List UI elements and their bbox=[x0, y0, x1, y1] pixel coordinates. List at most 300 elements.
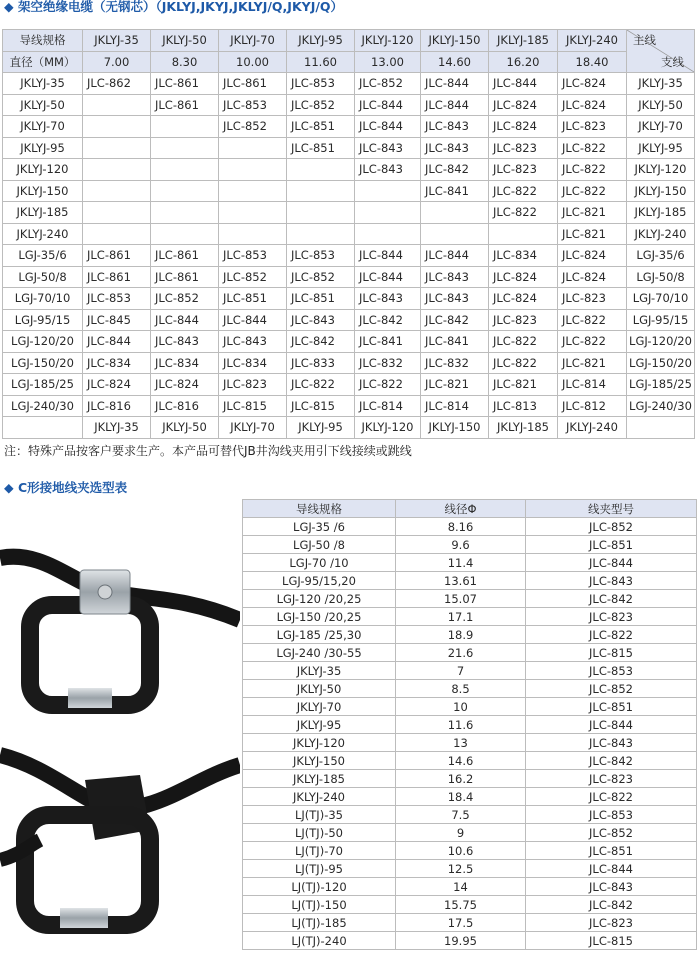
conductor-spec-cell: LGJ-70 /10 bbox=[243, 554, 396, 572]
footer-column-label: JKLYJ-240 bbox=[558, 417, 627, 439]
clamp-model-cell: JLC-841 bbox=[421, 180, 489, 202]
wire-diameter-cell: 14.6 bbox=[396, 752, 526, 770]
clamp-model-cell bbox=[151, 137, 219, 159]
row-label-left: LGJ-185/25 bbox=[3, 374, 83, 396]
clamp-model-cell: JLC-843 bbox=[421, 137, 489, 159]
clamp-model-cell: JLC-842 bbox=[526, 590, 697, 608]
wire-diameter-cell: 9.6 bbox=[396, 536, 526, 554]
table-row bbox=[3, 352, 695, 374]
clamp-model-cell: JLC-822 bbox=[489, 202, 558, 224]
clamp-model-cell: JLC-844 bbox=[421, 94, 489, 116]
clamp-model-cell: JLC-843 bbox=[287, 309, 355, 331]
conductor-spec-cell: LGJ-120 /20,25 bbox=[243, 590, 396, 608]
wire-diameter-cell: 21.6 bbox=[396, 644, 526, 662]
wire-diameter-cell: 14 bbox=[396, 878, 526, 896]
table-row bbox=[3, 395, 695, 417]
clamp-model-cell: JLC-862 bbox=[83, 73, 151, 95]
clamp-model-cell bbox=[219, 137, 287, 159]
clamp-model-cell: JLC-814 bbox=[421, 395, 489, 417]
clamp-model-cell: JLC-823 bbox=[526, 914, 697, 932]
clamp-model-cell: JLC-815 bbox=[526, 644, 697, 662]
table-row bbox=[243, 698, 697, 716]
conductor-spec-cell: JKLYJ-50 bbox=[243, 680, 396, 698]
clamp-model-cell: JLC-815 bbox=[287, 395, 355, 417]
clamp-model-cell: JLC-844 bbox=[151, 309, 219, 331]
clamp-model-cell: JLC-815 bbox=[219, 395, 287, 417]
clamp-model-cell: JLC-824 bbox=[558, 94, 627, 116]
clamp-model-cell: JLC-853 bbox=[219, 245, 287, 267]
clamp-model-cell: JLC-823 bbox=[526, 770, 697, 788]
diameter-value: 11.60 bbox=[287, 51, 355, 73]
footer-blank bbox=[3, 417, 83, 439]
row-label-right: LGJ-70/10 bbox=[627, 288, 695, 310]
clamp-model-cell: JLC-852 bbox=[219, 266, 287, 288]
clamp-model-cell: JLC-852 bbox=[151, 288, 219, 310]
column-header: JKLYJ-70 bbox=[219, 30, 287, 52]
conductor-spec-cell: JKLYJ-95 bbox=[243, 716, 396, 734]
table-row bbox=[243, 608, 697, 626]
clamp-model-cell: JLC-823 bbox=[558, 288, 627, 310]
corner-label-spec: 导线规格 bbox=[3, 30, 83, 52]
row-label-right: LGJ-120/20 bbox=[627, 331, 695, 353]
wire-diameter-cell: 12.5 bbox=[396, 860, 526, 878]
clamp-model-cell: JLC-853 bbox=[219, 94, 287, 116]
clamp-model-cell: JLC-844 bbox=[526, 716, 697, 734]
wire-diameter-cell: 18.9 bbox=[396, 626, 526, 644]
row-label-left: JKLYJ-70 bbox=[3, 116, 83, 138]
row-label-right: LGJ-95/15 bbox=[627, 309, 695, 331]
table-row bbox=[3, 73, 695, 95]
clamp-model-cell: JLC-853 bbox=[526, 662, 697, 680]
clamp-model-cell bbox=[287, 223, 355, 245]
c-clamp-selection-table bbox=[242, 499, 697, 950]
table-row bbox=[3, 116, 695, 138]
row-label-left: JKLYJ-185 bbox=[3, 202, 83, 224]
table-row bbox=[3, 245, 695, 267]
clamp-model-cell: JLC-852 bbox=[355, 73, 421, 95]
clamp-model-cell bbox=[83, 202, 151, 224]
conductor-spec-cell: LJ(TJ)-240 bbox=[243, 932, 396, 950]
clamp-model-cell: JLC-822 bbox=[526, 788, 697, 806]
table-row bbox=[3, 180, 695, 202]
row-label-right: LGJ-240/30 bbox=[627, 395, 695, 417]
clamp-model-cell bbox=[151, 202, 219, 224]
table-row bbox=[243, 896, 697, 914]
clamp-model-cell: JLC-853 bbox=[83, 288, 151, 310]
row-label-left: LGJ-120/20 bbox=[3, 331, 83, 353]
clamp-model-cell bbox=[355, 223, 421, 245]
clamp-model-cell: JLC-824 bbox=[558, 245, 627, 267]
column-header: 导线规格 bbox=[243, 500, 396, 518]
clamp-model-cell: JLC-843 bbox=[151, 331, 219, 353]
clamp-model-cell: JLC-861 bbox=[151, 73, 219, 95]
footer-column-label: JKLYJ-70 bbox=[219, 417, 287, 439]
clamp-model-cell: JLC-851 bbox=[287, 116, 355, 138]
clamp-model-cell: JLC-842 bbox=[421, 159, 489, 181]
clamp-model-cell: JLC-816 bbox=[151, 395, 219, 417]
table-row bbox=[243, 914, 697, 932]
conductor-spec-cell: LGJ-95/15,20 bbox=[243, 572, 396, 590]
clamp-model-cell: JLC-814 bbox=[558, 374, 627, 396]
conductor-spec-cell: LGJ-35 /6 bbox=[243, 518, 396, 536]
table-row bbox=[243, 860, 697, 878]
table-row bbox=[243, 824, 697, 842]
main-branch-corner bbox=[627, 30, 695, 73]
conductor-spec-cell: LJ(TJ)-70 bbox=[243, 842, 396, 860]
clamp-model-cell: JLC-843 bbox=[421, 266, 489, 288]
column-header: JKLYJ-120 bbox=[355, 30, 421, 52]
clamp-model-cell bbox=[489, 223, 558, 245]
clamp-model-cell: JLC-843 bbox=[219, 331, 287, 353]
table-row bbox=[243, 806, 697, 824]
row-label-left: JKLYJ-50 bbox=[3, 94, 83, 116]
clamp-model-cell: JLC-851 bbox=[526, 698, 697, 716]
clamp-model-cell: JLC-822 bbox=[287, 374, 355, 396]
clamp-model-cell bbox=[219, 202, 287, 224]
clamp-model-cell: JLC-832 bbox=[355, 352, 421, 374]
row-label-right: LGJ-150/20 bbox=[627, 352, 695, 374]
table-row bbox=[243, 536, 697, 554]
section2-title: ◆ C形接地线夹选型表 bbox=[4, 480, 128, 495]
row-label-right: LGJ-185/25 bbox=[627, 374, 695, 396]
clamp-model-cell bbox=[83, 137, 151, 159]
table-row bbox=[243, 680, 697, 698]
clamp-model-cell: JLC-853 bbox=[287, 245, 355, 267]
table-row bbox=[3, 159, 695, 181]
table-row bbox=[243, 842, 697, 860]
clamp-model-cell bbox=[83, 94, 151, 116]
row-label-left: LGJ-50/8 bbox=[3, 266, 83, 288]
clamp-model-cell: JLC-844 bbox=[355, 266, 421, 288]
table-row bbox=[243, 716, 697, 734]
row-label-right: JKLYJ-150 bbox=[627, 180, 695, 202]
clamp-model-cell: JLC-851 bbox=[287, 137, 355, 159]
footer-column-label: JKLYJ-150 bbox=[421, 417, 489, 439]
column-header: JKLYJ-50 bbox=[151, 30, 219, 52]
row-label-left: LGJ-35/6 bbox=[3, 245, 83, 267]
table-row bbox=[3, 374, 695, 396]
clamp-model-cell: JLC-844 bbox=[83, 331, 151, 353]
clamp-model-cell: JLC-851 bbox=[526, 842, 697, 860]
wire-diameter-cell: 13.61 bbox=[396, 572, 526, 590]
conductor-spec-cell: JKLYJ-240 bbox=[243, 788, 396, 806]
diameter-value: 7.00 bbox=[83, 51, 151, 73]
clamp-model-cell: JLC-822 bbox=[558, 180, 627, 202]
wire-diameter-cell: 19.95 bbox=[396, 932, 526, 950]
row-label-left: JKLYJ-95 bbox=[3, 137, 83, 159]
table-row bbox=[3, 137, 695, 159]
table-row bbox=[3, 288, 695, 310]
row-label-left: LGJ-240/30 bbox=[3, 395, 83, 417]
clamp-model-cell: JLC-861 bbox=[83, 245, 151, 267]
column-header: JKLYJ-240 bbox=[558, 30, 627, 52]
clamp-model-cell: JLC-851 bbox=[287, 288, 355, 310]
table2-header-row bbox=[243, 500, 697, 518]
clamp-model-cell: JLC-823 bbox=[489, 309, 558, 331]
diameter-label: 直径（MM） bbox=[3, 51, 83, 73]
table-row bbox=[243, 572, 697, 590]
footer-column-label: JKLYJ-120 bbox=[355, 417, 421, 439]
wire-diameter-cell: 15.75 bbox=[396, 896, 526, 914]
table-row bbox=[3, 266, 695, 288]
column-header: JKLYJ-95 bbox=[287, 30, 355, 52]
clamp-model-cell: JLC-824 bbox=[558, 73, 627, 95]
row-label-right: JKLYJ-240 bbox=[627, 223, 695, 245]
clamp-model-cell: JLC-824 bbox=[558, 266, 627, 288]
clamp-model-cell bbox=[287, 180, 355, 202]
row-label-right: JKLYJ-95 bbox=[627, 137, 695, 159]
clamp-model-cell: JLC-861 bbox=[151, 245, 219, 267]
row-label-left: LGJ-95/15 bbox=[3, 309, 83, 331]
clamp-model-cell: JLC-844 bbox=[355, 245, 421, 267]
section1-title: ◆ 架空绝缘电缆（无钢芯）（JKLYJ,JKYJ,JKLYJ/Q,JKYJ/Q） bbox=[4, 0, 344, 14]
clamp-model-cell: JLC-824 bbox=[489, 266, 558, 288]
clamp-model-cell bbox=[421, 202, 489, 224]
clamp-model-cell: JLC-821 bbox=[558, 223, 627, 245]
clamp-model-cell bbox=[83, 159, 151, 181]
table-row bbox=[243, 590, 697, 608]
conductor-spec-cell: LGJ-240 /30-55 bbox=[243, 644, 396, 662]
row-label-left: LGJ-150/20 bbox=[3, 352, 83, 374]
column-header: 线夹型号 bbox=[526, 500, 697, 518]
clamp-model-cell: JLC-833 bbox=[287, 352, 355, 374]
conductor-spec-cell: LGJ-185 /25,30 bbox=[243, 626, 396, 644]
clamp-model-cell: JLC-861 bbox=[151, 266, 219, 288]
clamp-model-cell: JLC-842 bbox=[526, 896, 697, 914]
clamp-model-cell: JLC-822 bbox=[558, 159, 627, 181]
clamp-model-cell: JLC-842 bbox=[421, 309, 489, 331]
clamp-model-cell: JLC-842 bbox=[526, 752, 697, 770]
footer-column-label: JKLYJ-50 bbox=[151, 417, 219, 439]
clamp-model-cell: JLC-861 bbox=[83, 266, 151, 288]
table-row bbox=[243, 518, 697, 536]
clamp-model-cell: JLC-853 bbox=[526, 806, 697, 824]
clamp-model-cell bbox=[421, 223, 489, 245]
clamp-model-cell bbox=[151, 223, 219, 245]
clamp-model-cell: JLC-843 bbox=[355, 137, 421, 159]
table-row bbox=[243, 878, 697, 896]
wire-diameter-cell: 8.16 bbox=[396, 518, 526, 536]
table-row bbox=[243, 734, 697, 752]
clamp-model-cell: JLC-824 bbox=[489, 94, 558, 116]
clamp-model-cell bbox=[83, 180, 151, 202]
row-label-left: LGJ-70/10 bbox=[3, 288, 83, 310]
clamp-model-cell: JLC-851 bbox=[219, 288, 287, 310]
clamp-model-cell: JLC-843 bbox=[526, 572, 697, 590]
wire-diameter-cell: 8.5 bbox=[396, 680, 526, 698]
clamp-model-cell: JLC-843 bbox=[526, 734, 697, 752]
clamp-model-cell: JLC-834 bbox=[489, 245, 558, 267]
footer-column-label: JKLYJ-95 bbox=[287, 417, 355, 439]
clamp-model-cell: JLC-852 bbox=[526, 824, 697, 842]
wire-diameter-cell: 18.4 bbox=[396, 788, 526, 806]
diameter-value: 13.00 bbox=[355, 51, 421, 73]
clamp-model-cell bbox=[219, 223, 287, 245]
table-row bbox=[243, 932, 697, 950]
footer-blank bbox=[627, 417, 695, 439]
clamp-model-cell: JLC-821 bbox=[558, 202, 627, 224]
clamp-model-cell: JLC-841 bbox=[421, 331, 489, 353]
clamp-model-cell: JLC-822 bbox=[489, 352, 558, 374]
clamp-model-cell: JLC-843 bbox=[421, 116, 489, 138]
conductor-spec-cell: LJ(TJ)-50 bbox=[243, 824, 396, 842]
conductor-spec-cell: LGJ-150 /20,25 bbox=[243, 608, 396, 626]
clamp-model-cell bbox=[83, 223, 151, 245]
conductor-spec-cell: JKLYJ-120 bbox=[243, 734, 396, 752]
clamp-model-cell: JLC-834 bbox=[83, 352, 151, 374]
clamp-model-cell: JLC-844 bbox=[526, 860, 697, 878]
wire-diameter-cell: 7 bbox=[396, 662, 526, 680]
clamp-model-cell: JLC-812 bbox=[558, 395, 627, 417]
table-row bbox=[3, 94, 695, 116]
clamp-model-cell: JLC-815 bbox=[526, 932, 697, 950]
table-row bbox=[3, 202, 695, 224]
conductor-spec-cell: JKLYJ-35 bbox=[243, 662, 396, 680]
table1-footer-row bbox=[3, 417, 695, 439]
table-row bbox=[3, 331, 695, 353]
column-header: JKLYJ-150 bbox=[421, 30, 489, 52]
clamp-model-cell: JLC-844 bbox=[421, 73, 489, 95]
clamp-model-cell bbox=[151, 116, 219, 138]
clamp-model-cell: JLC-823 bbox=[489, 137, 558, 159]
clamp-model-cell: JLC-842 bbox=[287, 331, 355, 353]
clamp-model-cell: JLC-841 bbox=[355, 331, 421, 353]
wire-diameter-cell: 15.07 bbox=[396, 590, 526, 608]
row-label-right: LGJ-35/6 bbox=[627, 245, 695, 267]
clamp-model-cell: JLC-822 bbox=[558, 331, 627, 353]
clamp-model-cell: JLC-852 bbox=[287, 94, 355, 116]
clamp-model-cell: JLC-852 bbox=[287, 266, 355, 288]
clamp-model-cell: JLC-844 bbox=[421, 245, 489, 267]
clamp-model-cell: JLC-822 bbox=[489, 331, 558, 353]
column-header: JKLYJ-185 bbox=[489, 30, 558, 52]
clamp-model-cell: JLC-823 bbox=[489, 159, 558, 181]
clamp-model-cell: JLC-843 bbox=[355, 288, 421, 310]
conductor-spec-cell: LGJ-50 /8 bbox=[243, 536, 396, 554]
clamp-model-cell: JLC-824 bbox=[489, 116, 558, 138]
clamp-model-cell bbox=[355, 202, 421, 224]
diameter-value: 18.40 bbox=[558, 51, 627, 73]
diameter-value: 14.60 bbox=[421, 51, 489, 73]
table-row bbox=[243, 770, 697, 788]
wire-diameter-cell: 17.1 bbox=[396, 608, 526, 626]
clamp-model-cell: JLC-844 bbox=[219, 309, 287, 331]
clamp-model-cell: JLC-851 bbox=[526, 536, 697, 554]
wire-diameter-cell: 10.6 bbox=[396, 842, 526, 860]
footer-column-label: JKLYJ-185 bbox=[489, 417, 558, 439]
conductor-spec-cell: LJ(TJ)-35 bbox=[243, 806, 396, 824]
clamp-model-cell: JLC-821 bbox=[421, 374, 489, 396]
c-clamp-product-photo bbox=[0, 510, 240, 955]
clamp-model-cell: JLC-861 bbox=[151, 94, 219, 116]
clamp-model-cell: JLC-823 bbox=[219, 374, 287, 396]
clamp-model-cell: JLC-816 bbox=[83, 395, 151, 417]
clamp-model-cell: JLC-834 bbox=[151, 352, 219, 374]
clamp-model-cell: JLC-844 bbox=[526, 554, 697, 572]
clamp-model-cell: JLC-821 bbox=[489, 374, 558, 396]
row-label-right: JKLYJ-70 bbox=[627, 116, 695, 138]
clamp-model-cell: JLC-844 bbox=[355, 94, 421, 116]
clamp-model-cell: JLC-823 bbox=[526, 608, 697, 626]
wire-diameter-cell: 13 bbox=[396, 734, 526, 752]
clamp-model-cell: JLC-861 bbox=[219, 73, 287, 95]
clamp-model-cell: JLC-823 bbox=[558, 116, 627, 138]
clamp-model-cell: JLC-843 bbox=[526, 878, 697, 896]
insulated-cable-selection-table bbox=[2, 29, 695, 439]
wire-diameter-cell: 17.5 bbox=[396, 914, 526, 932]
clamp-model-cell bbox=[83, 116, 151, 138]
table-row bbox=[243, 788, 697, 806]
row-label-left: JKLYJ-120 bbox=[3, 159, 83, 181]
clamp-model-cell: JLC-824 bbox=[489, 288, 558, 310]
conductor-spec-cell: JKLYJ-150 bbox=[243, 752, 396, 770]
note-text: 注：特殊产品按客户要求生产。本产品可替代JB井沟线夹用引下线接续或跳线 bbox=[4, 444, 412, 458]
clamp-model-cell bbox=[151, 159, 219, 181]
wire-diameter-cell: 7.5 bbox=[396, 806, 526, 824]
table-row bbox=[243, 752, 697, 770]
conductor-spec-cell: LJ(TJ)-185 bbox=[243, 914, 396, 932]
table1-header-row bbox=[3, 30, 695, 52]
clamp-model-cell: JLC-814 bbox=[355, 395, 421, 417]
clamp-model-cell bbox=[355, 180, 421, 202]
row-label-right: LGJ-50/8 bbox=[627, 266, 695, 288]
clamp-model-cell bbox=[219, 159, 287, 181]
clamp-model-cell: JLC-822 bbox=[489, 180, 558, 202]
table-row bbox=[243, 662, 697, 680]
conductor-spec-cell: LJ(TJ)-150 bbox=[243, 896, 396, 914]
row-label-left: JKLYJ-35 bbox=[3, 73, 83, 95]
conductor-spec-cell: LJ(TJ)-95 bbox=[243, 860, 396, 878]
wire-diameter-cell: 11.6 bbox=[396, 716, 526, 734]
table-row bbox=[243, 626, 697, 644]
clamp-model-cell: JLC-822 bbox=[558, 137, 627, 159]
clamp-model-cell: JLC-821 bbox=[558, 352, 627, 374]
branch-line-label: 支线 bbox=[661, 55, 684, 69]
column-header: 线径Φ bbox=[396, 500, 526, 518]
clamp-model-cell: JLC-834 bbox=[219, 352, 287, 374]
clamp-model-cell: JLC-824 bbox=[151, 374, 219, 396]
diameter-value: 16.20 bbox=[489, 51, 558, 73]
diameter-value: 8.30 bbox=[151, 51, 219, 73]
clamp-model-cell: JLC-852 bbox=[219, 116, 287, 138]
clamp-model-cell: JLC-822 bbox=[355, 374, 421, 396]
footer-column-label: JKLYJ-35 bbox=[83, 417, 151, 439]
conductor-spec-cell: JKLYJ-185 bbox=[243, 770, 396, 788]
clamp-model-cell: JLC-813 bbox=[489, 395, 558, 417]
clamp-model-cell: JLC-844 bbox=[489, 73, 558, 95]
table-row bbox=[243, 554, 697, 572]
clamp-model-cell: JLC-853 bbox=[287, 73, 355, 95]
clamp-model-cell: JLC-852 bbox=[526, 518, 697, 536]
wire-diameter-cell: 9 bbox=[396, 824, 526, 842]
diameter-value: 10.00 bbox=[219, 51, 287, 73]
clamp-model-cell: JLC-824 bbox=[83, 374, 151, 396]
clamp-model-cell bbox=[287, 202, 355, 224]
row-label-right: JKLYJ-185 bbox=[627, 202, 695, 224]
table-row bbox=[3, 223, 695, 245]
main-line-label: 主线 bbox=[633, 33, 656, 47]
clamp-model-cell bbox=[151, 180, 219, 202]
clamp-model-cell: JLC-843 bbox=[355, 159, 421, 181]
row-label-left: JKLYJ-150 bbox=[3, 180, 83, 202]
wire-diameter-cell: 16.2 bbox=[396, 770, 526, 788]
table-row bbox=[243, 644, 697, 662]
conductor-spec-cell: LJ(TJ)-120 bbox=[243, 878, 396, 896]
row-label-right: JKLYJ-50 bbox=[627, 94, 695, 116]
clamp-model-cell: JLC-852 bbox=[526, 680, 697, 698]
clamp-model-cell: JLC-844 bbox=[355, 116, 421, 138]
clamp-model-cell bbox=[219, 180, 287, 202]
